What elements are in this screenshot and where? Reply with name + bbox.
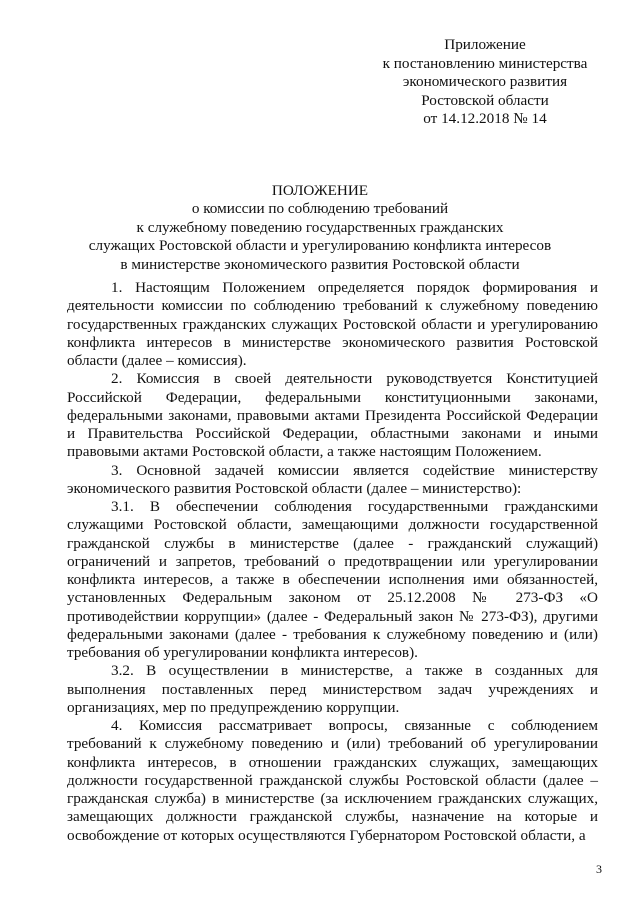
appendix-line: от 14.12.2018 № 14 <box>423 110 547 128</box>
document-body <box>67 279 598 845</box>
paragraph-3-2: 3.2. В осуществлении в министерстве, а также в созданных для выполнения поставленных перед министерством задач учреждениях и организациях, мер по предупреждению коррупции. <box>67 662 598 716</box>
appendix-line: к постановлению министерства <box>382 54 588 72</box>
paragraph-4: 4. Комиссия рассматривает вопросы, связанные с соблюдением требований к служебному поведению и (или) требований об урегулировании конфликта интересов, в отношении гражданских служащих, замещающих должности государственной гражданской службы Ростовской области (далее – гражданская служба) в министерстве (за исключением гражданских служащих, замещающих должности гражданской службы, назначение на которые и освобождение от которых осуществляются Губернатором Ростовской области, а <box>67 717 598 844</box>
appendix-line: Ростовской области <box>421 91 549 109</box>
paragraph-3: 3. Основной задачей комиссии является содействие министерству экономического развития Ростовской области (далее – министерство): <box>67 461 598 497</box>
document-title <box>40 182 600 274</box>
title-subtitle-line: о комиссии по соблюдению требований <box>191 200 449 218</box>
paragraph-3-1: 3.1. В обеспечении соблюдения государственными гражданскими служащими Ростовской области, замещающими должности государственной гражданской службы в министерстве (далее - гражданский служащий) ограничений и запретов, требований о предотвращении или урегулировании конфликта интересов, а также в обеспечении исполнения ими обязанностей, установленных Федеральным законом от 25.12.2008 № 273-ФЗ «О противодействии коррупции» (далее - Федеральный закон № 273-ФЗ), другими федеральными законами (далее - требования к служебному поведению и (или) требования об урегулировании конфликта интересов). <box>67 498 598 661</box>
paragraph-2: 2. Комиссия в своей деятельности руководствуется Конституцией Российской Федерации, федеральными конституционными законами, федеральными законами, правовыми актами Президента Российской Федерации и Правительства Российской Федерации, областными законами и иными правовыми актами Ростовской области, а также настоящим Положением. <box>67 370 598 461</box>
title-subtitle-line: в министерстве экономического развития Ростовской области <box>120 255 520 273</box>
appendix-block <box>370 36 600 129</box>
title-heading: ПОЛОЖЕНИЕ <box>271 182 369 199</box>
page-number: 3 <box>596 862 602 876</box>
title-subtitle-line: к служебному поведению государственных гражданских <box>136 218 504 236</box>
paragraph-1: 1. Настоящим Положением определяется порядок формирования и деятельности комиссии по соблюдению требований к служебному поведению государственных гражданских служащих Ростовской области и урегулированию конфликта интересов в министерстве экономического развития Ростовской области (далее – комиссия). <box>67 279 598 369</box>
appendix-line: Приложение <box>444 36 526 53</box>
appendix-line: экономического развития <box>402 73 568 91</box>
title-subtitle-line: служащих Ростовской области и урегулированию конфликта интересов <box>88 237 552 255</box>
